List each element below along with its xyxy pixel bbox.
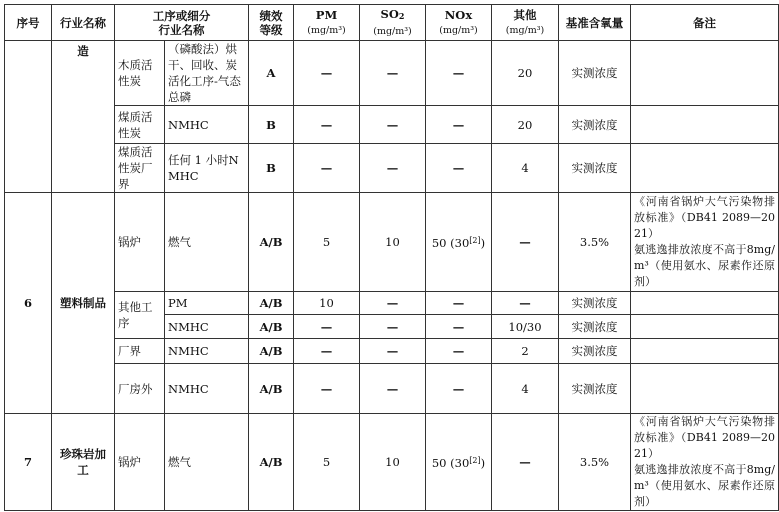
so2-cell: — (360, 364, 426, 414)
header-pm: PM (mg/m³) (294, 5, 360, 41)
header-other: 其他 (mg/m³) (492, 5, 559, 41)
remark-cell (631, 292, 779, 315)
remark-cell (631, 315, 779, 339)
other-cell: — (492, 292, 559, 315)
pm-cell: 10 (294, 292, 360, 315)
detail-cell: PM (165, 292, 249, 315)
remark-cell: 《河南省锅炉大气污染物排放标准》（DB41 2089—2021） 氨逃逸排放浓度不高于8mg/m³（使用氨水、尿素作还原剂） (631, 193, 779, 292)
header-remarks: 备注 (631, 5, 779, 41)
header-industry: 行业名称 (52, 5, 115, 41)
table-row (5, 414, 779, 511)
other-cell: — (492, 193, 559, 292)
table-row (5, 193, 779, 292)
header-process: 工序或细分 行业名称 (115, 5, 249, 41)
pm-cell: — (294, 106, 360, 144)
remark-cell (631, 106, 779, 144)
emission-standards-table (4, 4, 779, 511)
table-row (5, 292, 779, 315)
header-row (5, 5, 779, 41)
detail-cell: 燃气 (165, 414, 249, 511)
header-grade: 绩效 等级 (249, 5, 294, 41)
table-row (5, 144, 779, 193)
header-oxygen: 基准含氧量 (559, 5, 631, 41)
grade-cell: A/B (249, 364, 294, 414)
industry-cell: 珍珠岩加工 (52, 414, 115, 511)
so2-cell: — (360, 144, 426, 193)
process-cell: 木质活性炭 (115, 41, 165, 106)
nox-cell: — (426, 106, 492, 144)
other-cell: 2 (492, 339, 559, 364)
other-cell: 20 (492, 41, 559, 106)
grade-cell: A/B (249, 414, 294, 511)
pm-cell: — (294, 41, 360, 106)
other-cell: — (492, 414, 559, 511)
grade-cell: A/B (249, 339, 294, 364)
so2-cell: — (360, 292, 426, 315)
seq-cell (5, 41, 52, 193)
pm-cell: 5 (294, 414, 360, 511)
header-so2: SO2 (mg/m³) (360, 5, 426, 41)
other-cell: 4 (492, 364, 559, 414)
nox-cell: — (426, 339, 492, 364)
industry-cell: 塑料制品 (52, 193, 115, 414)
oxygen-cell: 3.5% (559, 193, 631, 292)
remark-cell (631, 41, 779, 106)
seq-cell: 7 (5, 414, 52, 511)
remark-cell (631, 144, 779, 193)
so2-cell: 10 (360, 414, 426, 511)
remark-cell: 《河南省锅炉大气污染物排放标准》（DB41 2089—2021） 氨逃逸排放浓度不高于8mg/m³（使用氨水、尿素作还原剂） (631, 414, 779, 511)
nox-cell: — (426, 292, 492, 315)
detail-cell: 任何 1 小时NMHC (165, 144, 249, 193)
pm-cell: — (294, 364, 360, 414)
oxygen-cell: 实测浓度 (559, 315, 631, 339)
detail-cell: NMHC (165, 364, 249, 414)
nox-cell: — (426, 144, 492, 193)
process-cell: 厂房外 (115, 364, 165, 414)
pm-cell: 5 (294, 193, 360, 292)
seq-cell: 6 (5, 193, 52, 414)
grade-cell: A (249, 41, 294, 106)
oxygen-cell: 实测浓度 (559, 292, 631, 315)
industry-cell: 造 (52, 41, 115, 193)
oxygen-cell: 实测浓度 (559, 144, 631, 193)
nox-cell: — (426, 41, 492, 106)
detail-cell: NMHC (165, 315, 249, 339)
header-nox: NOx (mg/m³) (426, 5, 492, 41)
oxygen-cell: 实测浓度 (559, 41, 631, 106)
process-cell: 其他工序 (115, 292, 165, 339)
oxygen-cell: 3.5% (559, 414, 631, 511)
remark-cell (631, 364, 779, 414)
other-cell: 10/30 (492, 315, 559, 339)
process-cell: 厂界 (115, 339, 165, 364)
so2-cell: 10 (360, 193, 426, 292)
detail-cell: NMHC (165, 106, 249, 144)
remark-cell (631, 339, 779, 364)
nox-cell: — (426, 315, 492, 339)
detail-cell: 燃气 (165, 193, 249, 292)
so2-cell: — (360, 315, 426, 339)
nox-cell: — (426, 364, 492, 414)
other-cell: 4 (492, 144, 559, 193)
table-row (5, 41, 779, 106)
table-row (5, 106, 779, 144)
so2-cell: — (360, 106, 426, 144)
table-row (5, 364, 779, 414)
grade-cell: A/B (249, 315, 294, 339)
table-row (5, 339, 779, 364)
oxygen-cell: 实测浓度 (559, 364, 631, 414)
so2-cell: — (360, 339, 426, 364)
detail-cell: NMHC (165, 339, 249, 364)
pm-cell: — (294, 339, 360, 364)
detail-cell: （磷酸法）烘干、回收、炭活化工序-气态总磷 (165, 41, 249, 106)
process-cell: 煤质活性炭 (115, 106, 165, 144)
other-cell: 20 (492, 106, 559, 144)
pm-cell: — (294, 144, 360, 193)
process-cell: 锅炉 (115, 193, 165, 292)
header-seq: 序号 (5, 5, 52, 41)
nox-cell: 50 (30[2]) (426, 193, 492, 292)
oxygen-cell: 实测浓度 (559, 106, 631, 144)
nox-cell: 50 (30[2]) (426, 414, 492, 511)
pm-cell: — (294, 315, 360, 339)
process-cell: 锅炉 (115, 414, 165, 511)
so2-cell: — (360, 41, 426, 106)
grade-cell: B (249, 144, 294, 193)
grade-cell: A/B (249, 292, 294, 315)
process-cell: 煤质活性炭厂界 (115, 144, 165, 193)
grade-cell: B (249, 106, 294, 144)
grade-cell: A/B (249, 193, 294, 292)
oxygen-cell: 实测浓度 (559, 339, 631, 364)
